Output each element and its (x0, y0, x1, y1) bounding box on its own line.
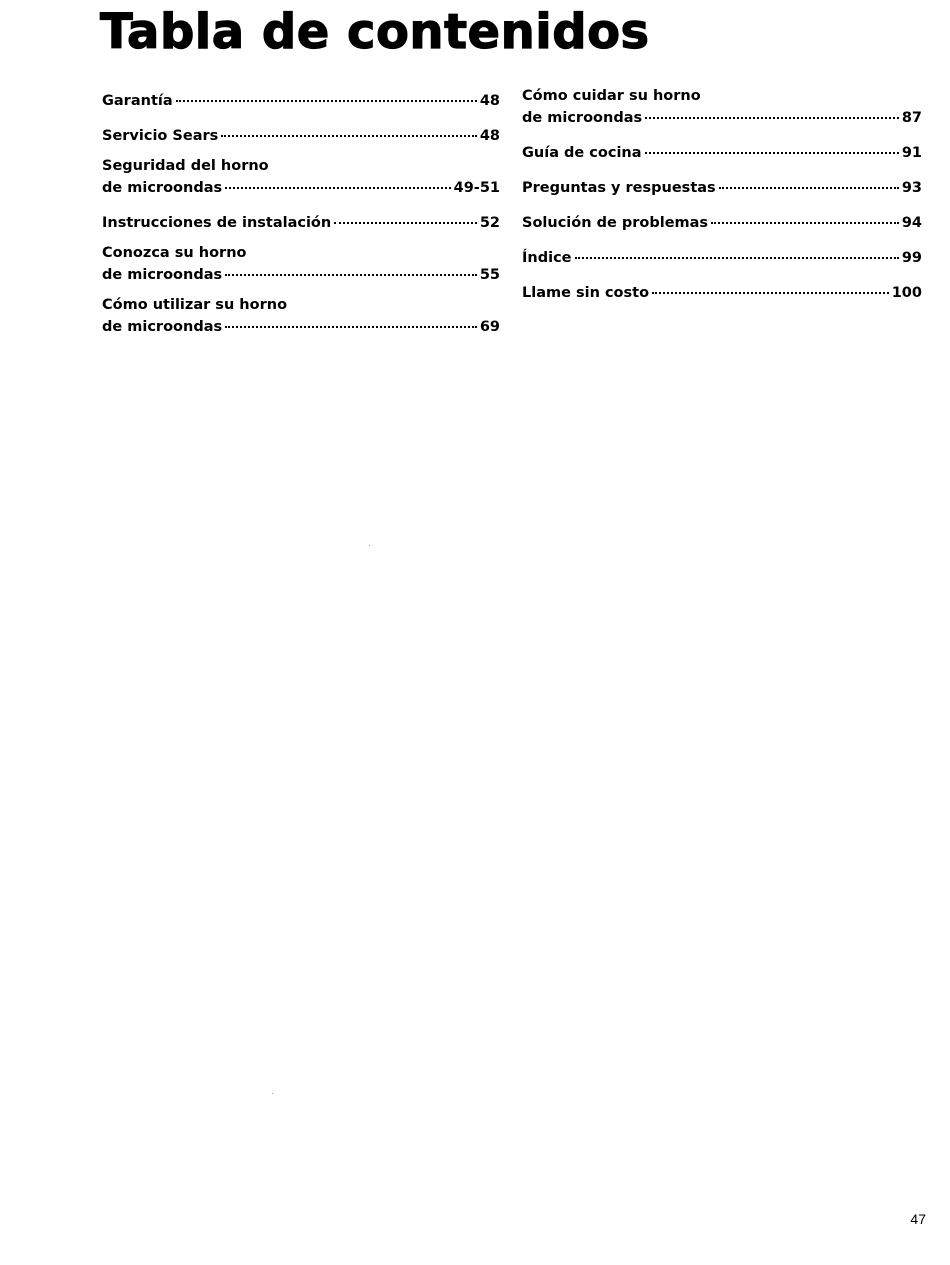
toc-entry-line (522, 210, 922, 232)
toc-entry-title: Llame sin costo (522, 285, 650, 301)
toc-entry-page: 100 (891, 285, 922, 301)
toc-entry-title-line: Conozca su horno (102, 245, 247, 261)
toc-entry-page: 55 (479, 267, 500, 283)
toc-entry-line (522, 280, 922, 302)
toc-entry-page: 99 (901, 250, 922, 266)
scan-speck (369, 545, 370, 546)
toc-entry (522, 88, 922, 127)
toc-left-column (102, 88, 500, 349)
toc-entry (102, 158, 500, 197)
toc-entry (102, 245, 500, 284)
toc-entry-title-line: Cómo cuidar su horno (522, 88, 701, 104)
toc-entry (102, 210, 500, 232)
toc-entry-title: Guía de cocina (522, 145, 642, 161)
toc-entry-line (102, 88, 500, 110)
toc-entry-page: 87 (901, 110, 922, 126)
toc-entry (522, 280, 922, 302)
toc-entry (102, 123, 500, 145)
toc-entry-line (102, 123, 500, 145)
toc-entry-line (102, 262, 500, 284)
page-number: 47 (910, 1211, 926, 1227)
dot-leader (334, 210, 477, 227)
toc-entry-page: 48 (479, 128, 500, 144)
toc-entry (522, 140, 922, 162)
toc-entry-title: Preguntas y respuestas (522, 180, 716, 196)
dot-leader (225, 175, 450, 192)
toc-entry-line (522, 175, 922, 197)
toc-entry-title: de microondas (522, 110, 643, 126)
dot-leader (176, 88, 477, 105)
toc-entry-page: 48 (479, 93, 500, 109)
scan-speck (272, 1093, 273, 1094)
toc-entry-title: de microondas (102, 267, 223, 283)
toc-entry-title: Instrucciones de instalación (102, 215, 332, 231)
toc-entry-title: de microondas (102, 319, 223, 335)
dot-leader (225, 314, 477, 331)
dot-leader (711, 210, 899, 227)
dot-leader (645, 140, 899, 157)
toc-entry-title: Garantía (102, 93, 173, 109)
toc-entry (522, 175, 922, 197)
toc-entry-line (102, 314, 500, 336)
toc-entry-title-line: Seguridad del horno (102, 158, 269, 174)
toc-entry-title: Solución de problemas (522, 215, 709, 231)
dot-leader (645, 105, 899, 122)
toc-entry-page: 93 (901, 180, 922, 196)
dot-leader (575, 245, 899, 262)
toc-entry-line (522, 105, 922, 127)
dot-leader (221, 123, 477, 140)
toc-entry (102, 297, 500, 336)
toc-entry-page: 69 (479, 319, 500, 335)
toc-entry-page: 94 (901, 215, 922, 231)
toc-entry-line (522, 140, 922, 162)
toc-entry (522, 210, 922, 232)
dot-leader (652, 280, 889, 297)
page-title: Tabla de contenidos (100, 4, 650, 60)
toc-entry-title: Índice (522, 250, 572, 266)
toc-entry (522, 245, 922, 267)
toc-entry-title: Servicio Sears (102, 128, 219, 144)
toc-entry-title-line: Cómo utilizar su horno (102, 297, 288, 313)
dot-leader (719, 175, 899, 192)
toc-entry-line (102, 210, 500, 232)
toc-entry-line (522, 245, 922, 267)
toc-entry-page: 52 (479, 215, 500, 231)
toc-entry-page: 49-51 (453, 180, 500, 196)
toc-entry-title: de microondas (102, 180, 223, 196)
toc-entry (102, 88, 500, 110)
toc-entry-line (102, 175, 500, 197)
dot-leader (225, 262, 477, 279)
toc-right-column (522, 88, 922, 315)
toc-entry-page: 91 (901, 145, 922, 161)
